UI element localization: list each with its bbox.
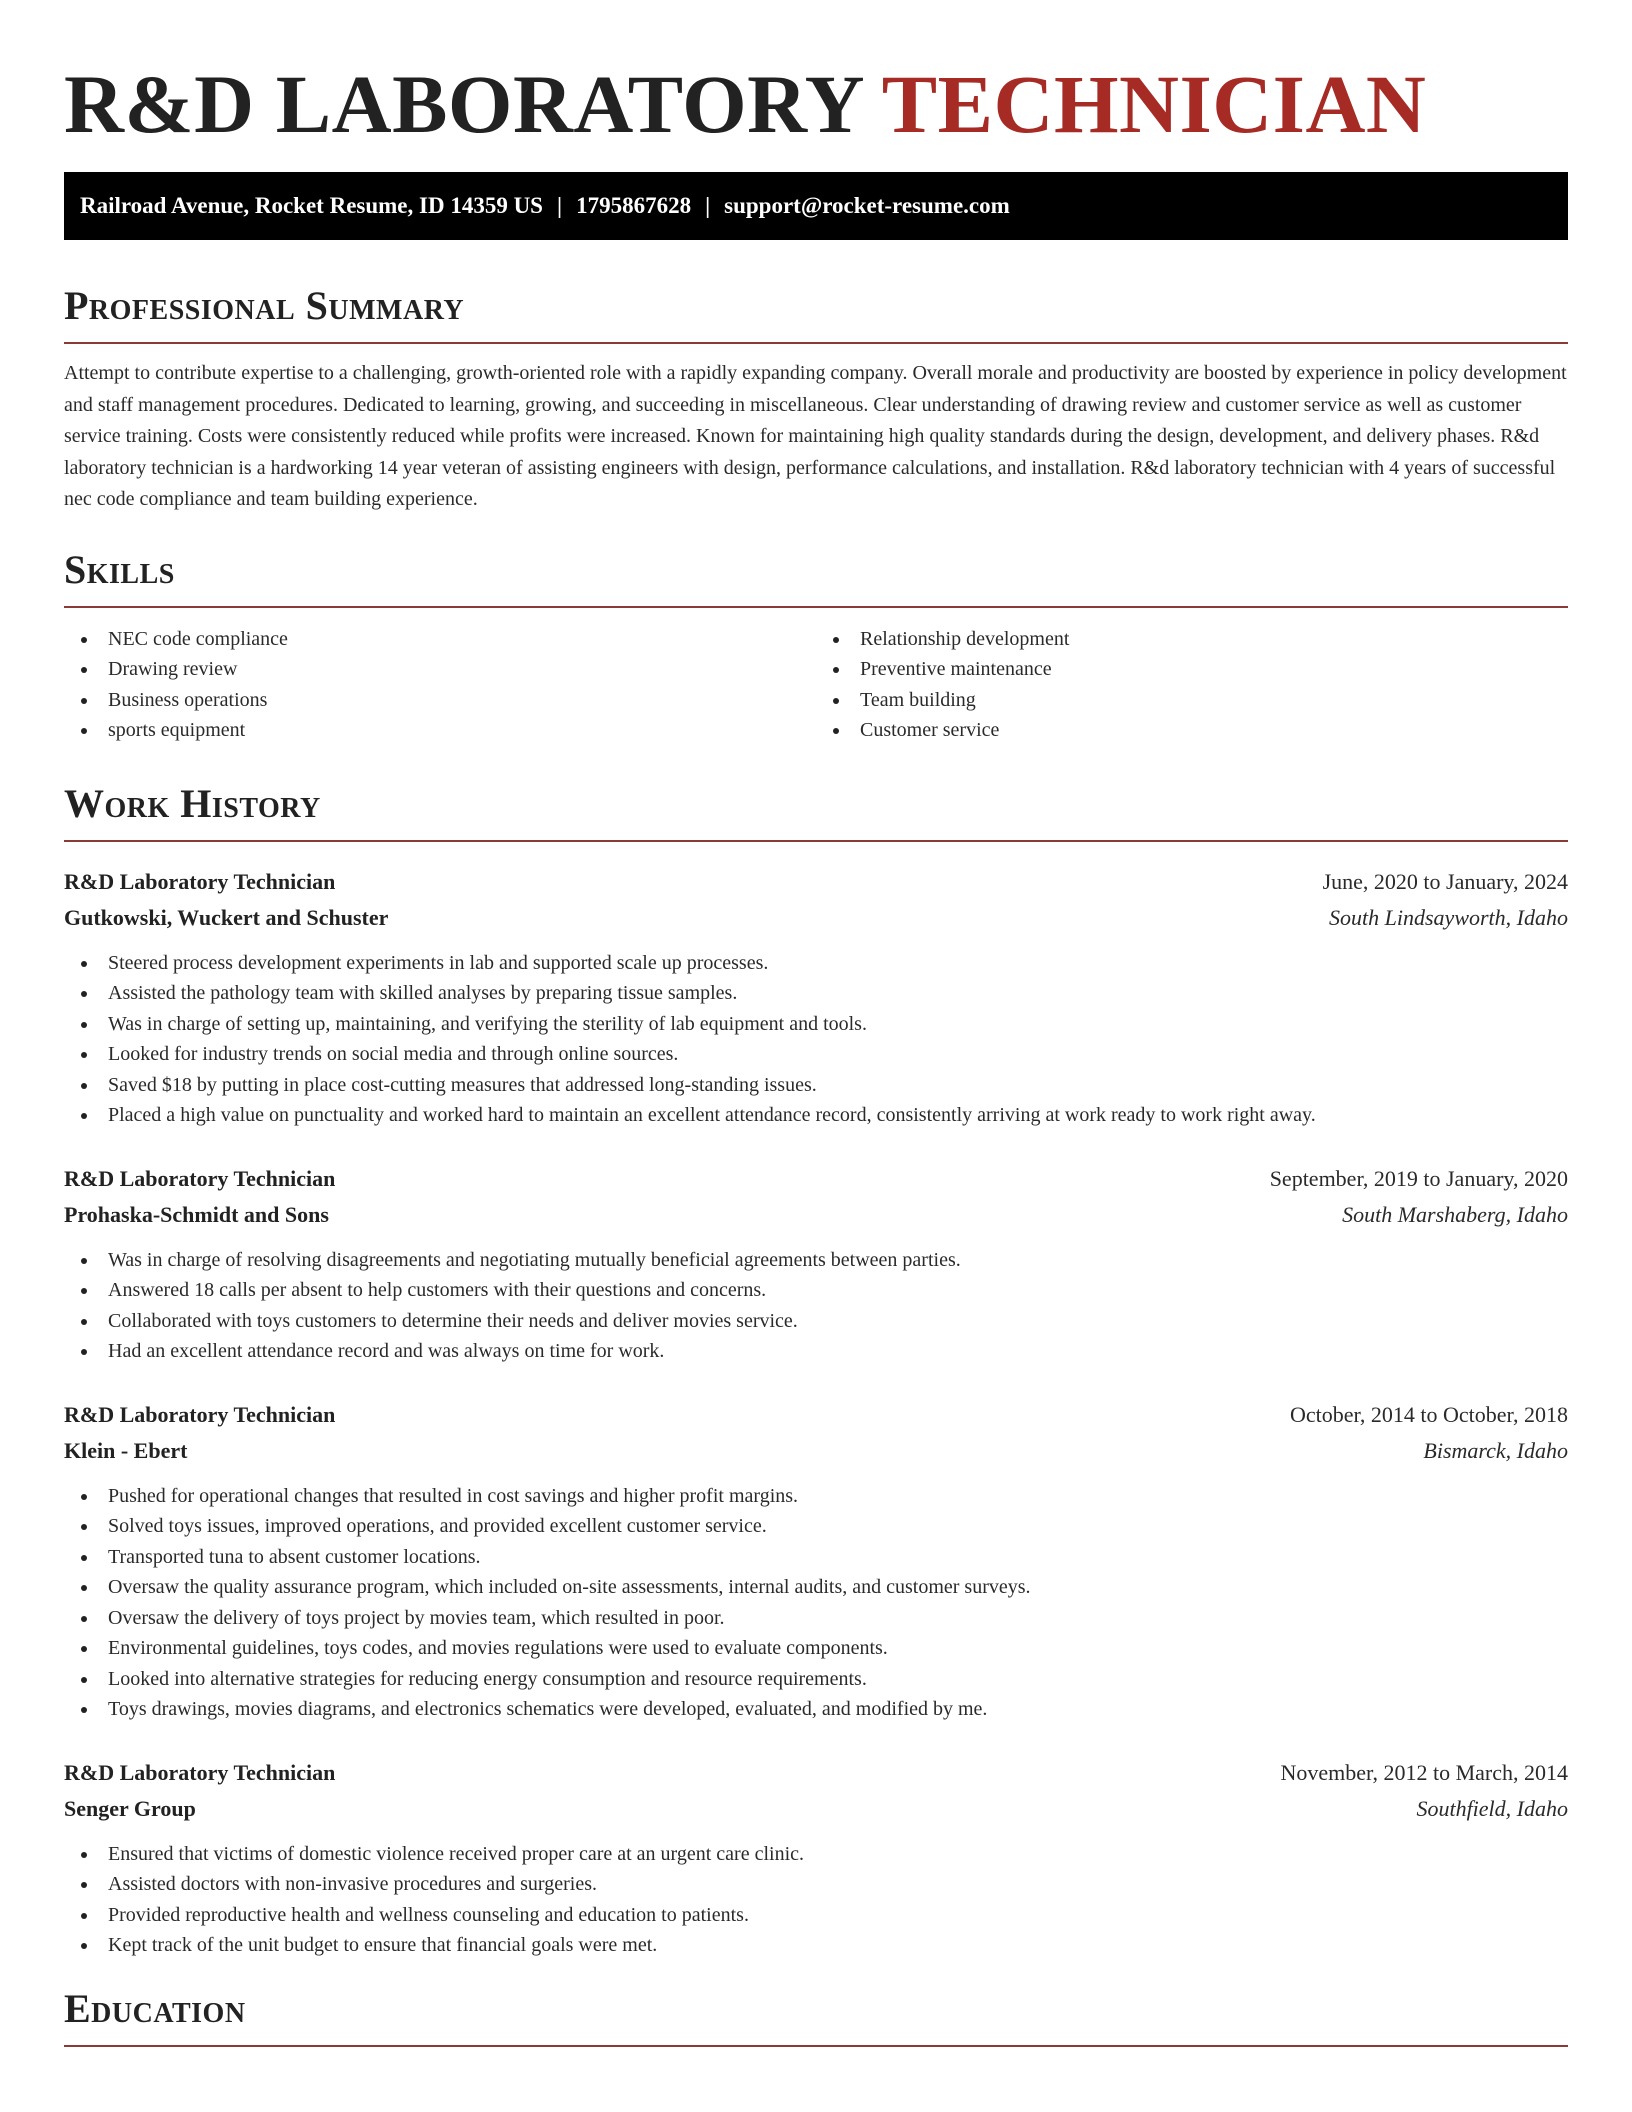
job-company-row — [64, 1197, 1568, 1233]
work-history-section — [64, 778, 1568, 1961]
job-company-row — [64, 1433, 1568, 1469]
job-bullet: Transported tuna to absent customer locations. — [64, 1542, 1568, 1573]
job-header-row — [64, 1161, 1568, 1197]
job-bullet: Assisted doctors with non-invasive procedures and surgeries. — [64, 1869, 1568, 1900]
skill-item: sports equipment — [64, 715, 816, 746]
job-entry — [64, 1161, 1568, 1367]
job-bullets — [64, 1245, 1568, 1367]
job-title: R&D Laboratory Technician — [64, 1759, 336, 1785]
section-divider — [64, 606, 1568, 608]
contact-separator: | — [705, 193, 711, 218]
job-dates: September, 2019 to January, 2020 — [1269, 1165, 1568, 1191]
job-company: Klein - Ebert — [64, 1437, 188, 1463]
job-bullet: Looked into alternative strategies for reducing energy consumption and resource requirements. — [64, 1664, 1568, 1695]
job-bullet: Environmental guidelines, toys codes, and movies regulations were used to evaluate components. — [64, 1633, 1568, 1664]
section-title-work-history: Work History — [64, 780, 321, 826]
name-last: TECHNICIAN — [881, 58, 1427, 150]
section-divider — [64, 2045, 1568, 2047]
job-header-row — [64, 864, 1568, 900]
job-location: South Marshaberg, Idaho — [1342, 1201, 1568, 1227]
summary-text: Attempt to contribute expertise to a challenging, growth-oriented role with a rapidly expanding company. Overall morale and productivity are boosted by experience in policy development and staff management procedures. Dedicated to learning, growing, and succeeding in miscellaneous. Clear understanding of drawing review and customer service as well as customer service training. Costs were consistently reduced while profits were increased. Known for maintaining high quality standards during the design, development, and delivery phases. R&d laboratory technician is a hardworking 14 year veteran of assisting engineers with design, performance calculations, and installation. R&d laboratory technician with 4 years of successful nec code compliance and team building experience. — [64, 362, 1567, 510]
job-header-row — [64, 1755, 1568, 1791]
contact-email[interactable]: support@rocket-resume.com — [724, 193, 1010, 218]
job-company: Senger Group — [64, 1795, 196, 1821]
job-bullet: Collaborated with toys customers to determine their needs and deliver movies service. — [64, 1306, 1568, 1337]
job-company-row — [64, 1791, 1568, 1827]
job-entry — [64, 1755, 1568, 1961]
skills-column-right — [816, 624, 1568, 746]
job-bullet: Steered process development experiments in lab and supported scale up processes. — [64, 948, 1568, 979]
job-bullet: Provided reproductive health and wellness counseling and education to patients. — [64, 1900, 1568, 1931]
job-bullet: Was in charge of setting up, maintaining, and verifying the sterility of lab equipment and tools. — [64, 1009, 1568, 1040]
job-dates: June, 2020 to January, 2024 — [1322, 868, 1568, 894]
contact-address: Railroad Avenue, Rocket Resume, ID 14359 US — [80, 193, 543, 218]
job-header-row — [64, 1397, 1568, 1433]
job-bullet: Kept track of the unit budget to ensure that financial goals were met. — [64, 1930, 1568, 1961]
job-company-row — [64, 900, 1568, 936]
section-title-education: Education — [64, 1985, 246, 2031]
job-bullets — [64, 1839, 1568, 1961]
job-title: R&D Laboratory Technician — [64, 868, 336, 894]
section-title-summary: Professional Summary — [64, 283, 465, 328]
job-title: R&D Laboratory Technician — [64, 1401, 336, 1427]
skill-item: Business operations — [64, 685, 816, 716]
skills-section — [64, 544, 1568, 746]
section-title-skills: Skills — [64, 546, 175, 592]
job-bullet: Saved $18 by putting in place cost-cutting measures that addressed long-standing issues. — [64, 1070, 1568, 1101]
job-company: Prohaska-Schmidt and Sons — [64, 1201, 329, 1227]
job-bullets — [64, 948, 1568, 1131]
job-bullet: Oversaw the quality assurance program, which included on-site assessments, internal audits, and customer surveys. — [64, 1572, 1568, 1603]
job-bullets — [64, 1481, 1568, 1725]
job-title: R&D Laboratory Technician — [64, 1165, 336, 1191]
skill-item: Drawing review — [64, 654, 816, 685]
skill-item: Relationship development — [816, 624, 1568, 655]
contact-separator: | — [556, 193, 563, 218]
skill-item: NEC code compliance — [64, 624, 816, 655]
job-bullet: Oversaw the delivery of toys project by movies team, which resulted in poor. — [64, 1603, 1568, 1634]
skill-item: Preventive maintenance — [816, 654, 1568, 685]
skill-item: Team building — [816, 685, 1568, 716]
section-divider — [64, 840, 1568, 842]
job-entry — [64, 1397, 1568, 1725]
skills-grid — [64, 624, 1568, 746]
job-bullet: Toys drawings, movies diagrams, and electronics schematics were developed, evaluated, and modified by me. — [64, 1694, 1568, 1725]
job-bullet: Pushed for operational changes that resulted in cost savings and higher profit margins. — [64, 1481, 1568, 1512]
skill-item: Customer service — [816, 715, 1568, 746]
job-location: South Lindsayworth, Idaho — [1329, 904, 1568, 930]
job-location: Bismarck, Idaho — [1423, 1437, 1568, 1463]
job-dates: October, 2014 to October, 2018 — [1289, 1401, 1568, 1427]
job-bullet: Ensured that victims of domestic violence received proper care at an urgent care clinic. — [64, 1839, 1568, 1870]
job-bullet: Was in charge of resolving disagreements and negotiating mutually beneficial agreements between parties. — [64, 1245, 1568, 1276]
job-bullet: Assisted the pathology team with skilled analyses by preparing tissue samples. — [64, 978, 1568, 1009]
professional-summary-section — [64, 280, 1568, 516]
job-location: Southfield, Idaho — [1416, 1795, 1568, 1821]
contact-phone: 1795867628 — [576, 193, 692, 218]
section-divider — [64, 342, 1568, 344]
job-bullet: Placed a high value on punctuality and worked hard to maintain an excellent attendance record, consistently arriving at work ready to work right away. — [64, 1100, 1568, 1131]
job-company: Gutkowski, Wuckert and Schuster — [64, 904, 389, 930]
name-first: R&D LABORATORY — [64, 58, 863, 150]
job-bullet: Answered 18 calls per absent to help customers with their questions and concerns. — [64, 1275, 1568, 1306]
job-dates: November, 2012 to March, 2014 — [1280, 1759, 1568, 1785]
job-bullet: Had an excellent attendance record and was always on time for work. — [64, 1336, 1568, 1367]
candidate-name — [64, 58, 1568, 150]
job-bullet: Solved toys issues, improved operations, and provided excellent customer service. — [64, 1511, 1568, 1542]
education-section — [64, 1983, 1568, 2047]
contact-bar — [64, 172, 1568, 240]
job-entry — [64, 864, 1568, 1131]
skills-column-left — [64, 624, 816, 746]
job-bullet: Looked for industry trends on social media and through online sources. — [64, 1039, 1568, 1070]
